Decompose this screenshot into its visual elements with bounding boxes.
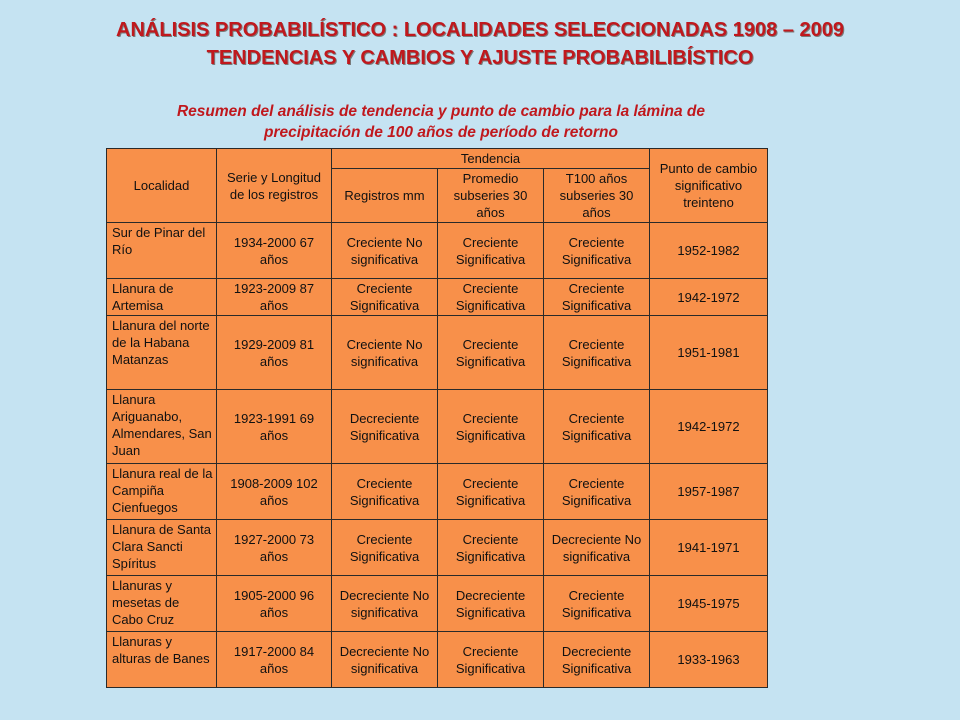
results-table [106,148,768,688]
header-t100: T100 años subseries 30 años [544,169,650,223]
cell-promedio: Creciente Significativa [438,390,544,464]
cell-punto: 1942-1972 [650,279,768,316]
table-row [107,390,768,464]
cell-registros: Decreciente No significativa [332,576,438,632]
cell-registros: Creciente No significativa [332,223,438,279]
cell-promedio: Creciente Significativa [438,223,544,279]
cell-t100: Creciente Significativa [544,390,650,464]
cell-punto: 1945-1975 [650,576,768,632]
cell-t100: Decreciente No significativa [544,520,650,576]
cell-promedio: Decreciente Significativa [438,576,544,632]
cell-localidad: Llanura real de la Campiña Cienfuegos [107,464,217,520]
cell-t100: Creciente Significativa [544,279,650,316]
cell-promedio: Creciente Significativa [438,316,544,390]
cell-localidad: Sur de Pinar del Río [107,223,217,279]
header-tendencia: Tendencia [332,149,650,169]
cell-serie: 1927-2000 73 años [217,520,332,576]
title-line-1: ANÁLISIS PROBABILÍSTICO : LOCALIDADES SELECCIONADAS 1908 – 2009 [116,19,844,41]
table-row [107,279,768,316]
header-promedio: Promedio subseries 30 años [438,169,544,223]
header-registros: Registros mm [332,169,438,223]
table-row [107,632,768,688]
cell-registros: Creciente Significativa [332,279,438,316]
cell-serie: 1905-2000 96 años [217,576,332,632]
cell-localidad: Llanuras y mesetas de Cabo Cruz [107,576,217,632]
cell-registros: Decreciente No significativa [332,632,438,688]
cell-punto: 1957-1987 [650,464,768,520]
cell-serie: 1923-2009 87 años [217,279,332,316]
cell-punto: 1951-1981 [650,316,768,390]
cell-serie: 1934-2000 67 años [217,223,332,279]
cell-serie: 1917-2000 84 años [217,632,332,688]
table-row [107,576,768,632]
cell-punto: 1952-1982 [650,223,768,279]
header-serie: Serie y Longitud de los registros [217,149,332,223]
title-line-2: TENDENCIAS Y CAMBIOS Y AJUSTE PROBABILIBÍSTICO [206,47,754,69]
table-row [107,520,768,576]
cell-promedio: Creciente Significativa [438,464,544,520]
cell-t100: Creciente Significativa [544,464,650,520]
cell-localidad: Llanuras y alturas de Banes [107,632,217,688]
page-title [0,16,960,72]
cell-serie: 1908-2009 102 años [217,464,332,520]
cell-t100: Creciente Significativa [544,316,650,390]
cell-localidad: Llanura de Artemisa [107,279,217,316]
cell-localidad: Llanura Ariguanabo, Almendares, San Juan [107,390,217,464]
cell-punto: 1942-1972 [650,390,768,464]
header-punto-cambio: Punto de cambio significativo treinteno [650,149,768,223]
cell-t100: Decreciente Significativa [544,632,650,688]
cell-registros: Decreciente Significativa [332,390,438,464]
cell-t100: Creciente Significativa [544,576,650,632]
table-caption [96,101,786,143]
cell-serie: 1929-2009 81 años [217,316,332,390]
cell-promedio: Creciente Significativa [438,632,544,688]
caption-line-2: precipitación de 100 años de período de retorno [264,124,618,141]
cell-serie: 1923-1991 69 años [217,390,332,464]
cell-registros: Creciente Significativa [332,464,438,520]
cell-punto: 1933-1963 [650,632,768,688]
table-row [107,316,768,390]
cell-registros: Creciente Significativa [332,520,438,576]
cell-punto: 1941-1971 [650,520,768,576]
cell-localidad: Llanura de Santa Clara Sancti Spíritus [107,520,217,576]
caption-line-1: Resumen del análisis de tendencia y punto de cambio para la lámina de [176,103,706,120]
cell-promedio: Creciente Significativa [438,279,544,316]
cell-t100: Creciente Significativa [544,223,650,279]
table-row [107,223,768,279]
cell-registros: Creciente No significativa [332,316,438,390]
cell-localidad: Llanura del norte de la Habana Matanzas [107,316,217,390]
cell-promedio: Creciente Significativa [438,520,544,576]
table-row [107,464,768,520]
header-localidad: Localidad [107,149,217,223]
